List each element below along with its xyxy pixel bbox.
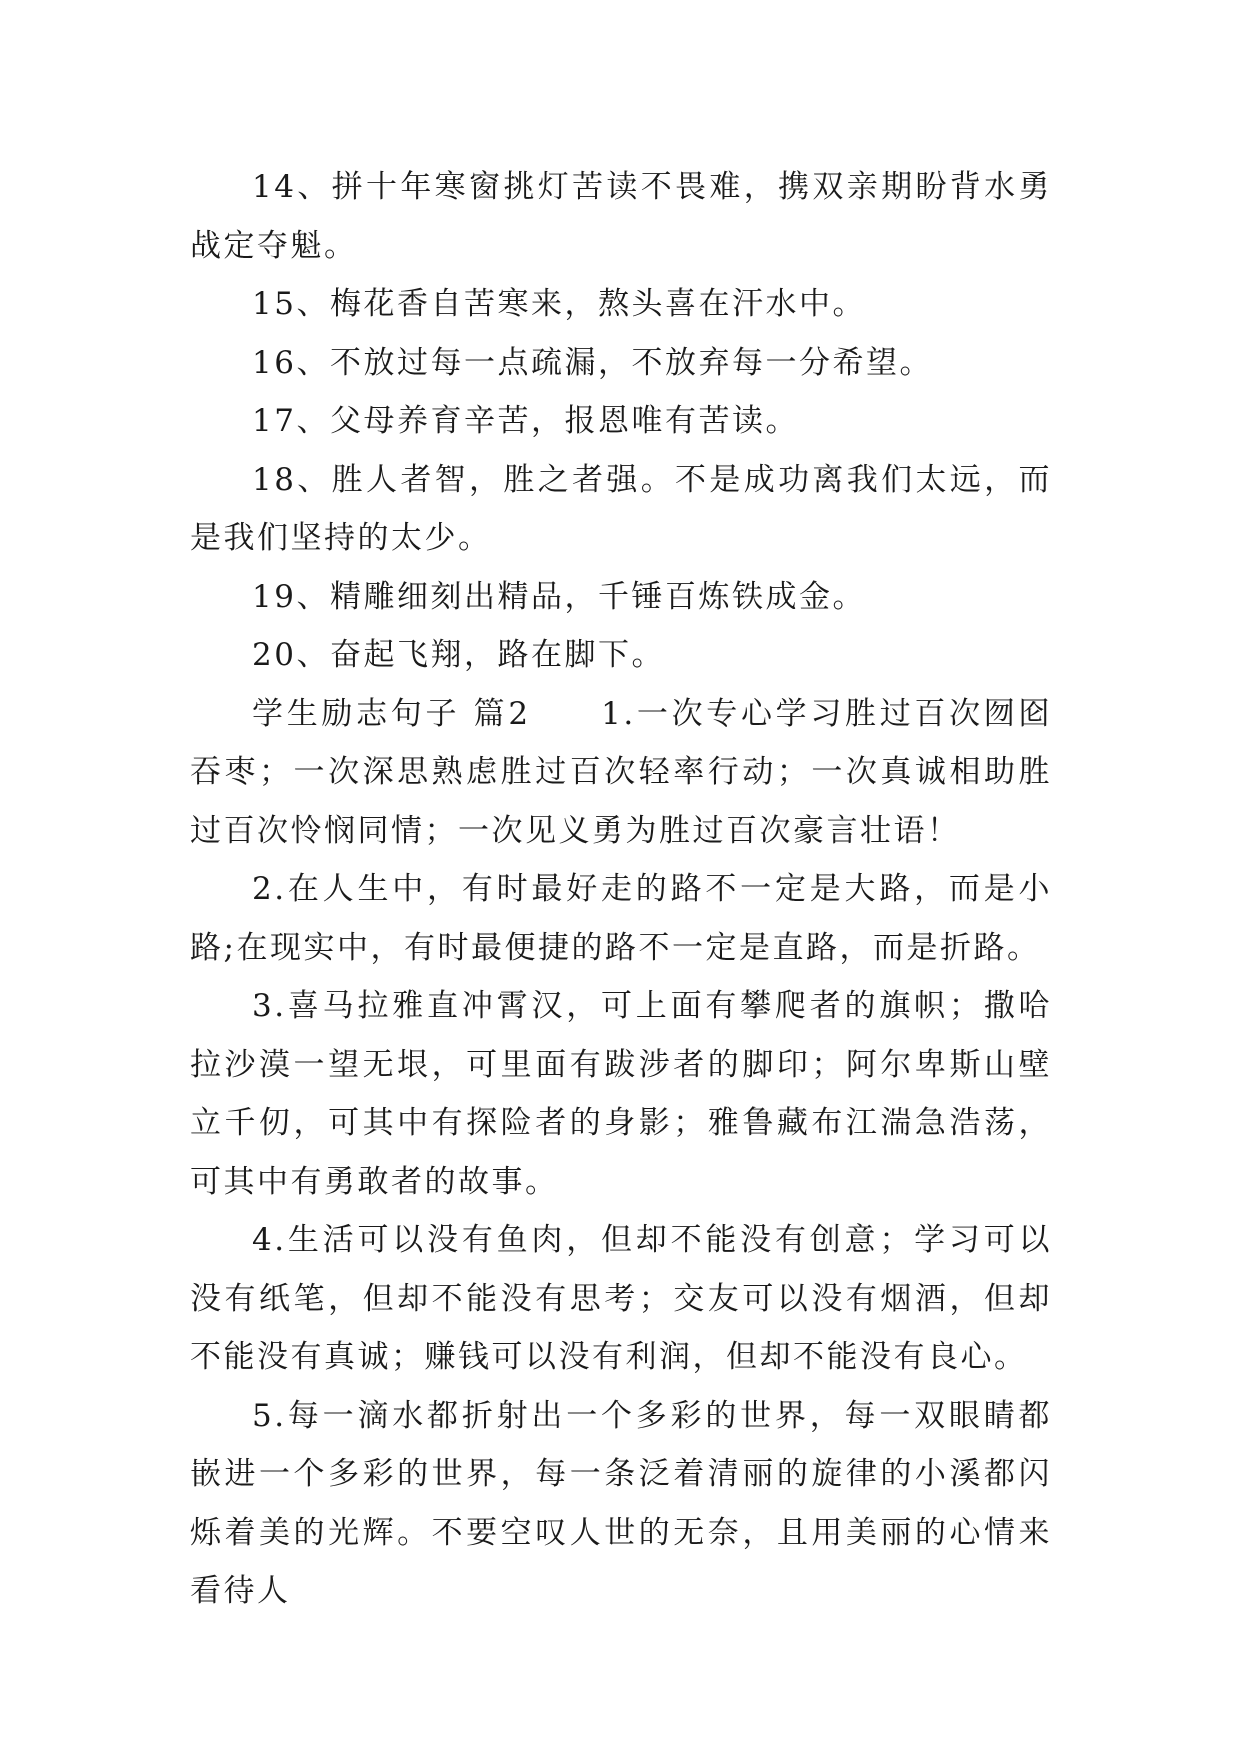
- document-page: [190, 158, 1052, 1621]
- paragraph-item-3: 3.喜马拉雅直冲霄汉，可上面有攀爬者的旗帜；撒哈拉沙漠一望无垠，可里面有跋涉者的脚印；阿尔卑斯山壁立千仞，可其中有探险者的身影；雅鲁藏布江湍急浩荡，可其中有勇敢者的故事。: [190, 988, 1052, 1200]
- paragraph-17: 17、父母养育辛苦，报恩唯有苦读。: [252, 403, 799, 439]
- paragraph-14: 14、拼十年寒窗挑灯苦读不畏难，携双亲期盼背水勇战定夺魁。: [190, 169, 1052, 264]
- paragraph-20: 20、奋起飞翔，路在脚下。: [252, 637, 665, 673]
- paragraph-16: 16、不放过每一点疏漏，不放弃每一分希望。: [252, 344, 933, 381]
- paragraph-19: 19、精雕细刻出精品，千锤百炼铁成金。: [252, 578, 866, 615]
- paragraph-18: 18、胜人者智，胜之者强。不是成功离我们太远，而是我们坚持的太少。: [190, 461, 1052, 556]
- paragraph-item-4: 4.生活可以没有鱼肉，但却不能没有创意；学习可以没有纸笔，但却不能没有思考；交友可以没有烟酒，但却不能没有真诚；赚钱可以没有利润，但却不能没有良心。: [190, 1222, 1052, 1375]
- paragraph-item-2: 2.在人生中，有时最好走的路不一定是大路，而是小路;在现实中，有时最便捷的路不一定是直路，而是折路。: [190, 871, 1052, 966]
- paragraph-15: 15、梅花香自苦寒来，熬头喜在汗水中。: [252, 286, 866, 322]
- section-heading-paragraph: 学生励志句子 篇2 1.一次专心学习胜过百次囫囵吞枣；一次深思熟虑胜过百次轻率行动；一次真诚相助胜过百次怜悯同情；一次见义勇为胜过百次豪言壮语！: [190, 695, 1052, 849]
- paragraph-item-5: 5.每一滴水都折射出一个多彩的世界，每一双眼睛都嵌进一个多彩的世界，每一条泛着清丽的旋律的小溪都闪烁着美的光辉。不要空叹人世的无奈，且用美丽的心情来看待人: [190, 1397, 1052, 1609]
